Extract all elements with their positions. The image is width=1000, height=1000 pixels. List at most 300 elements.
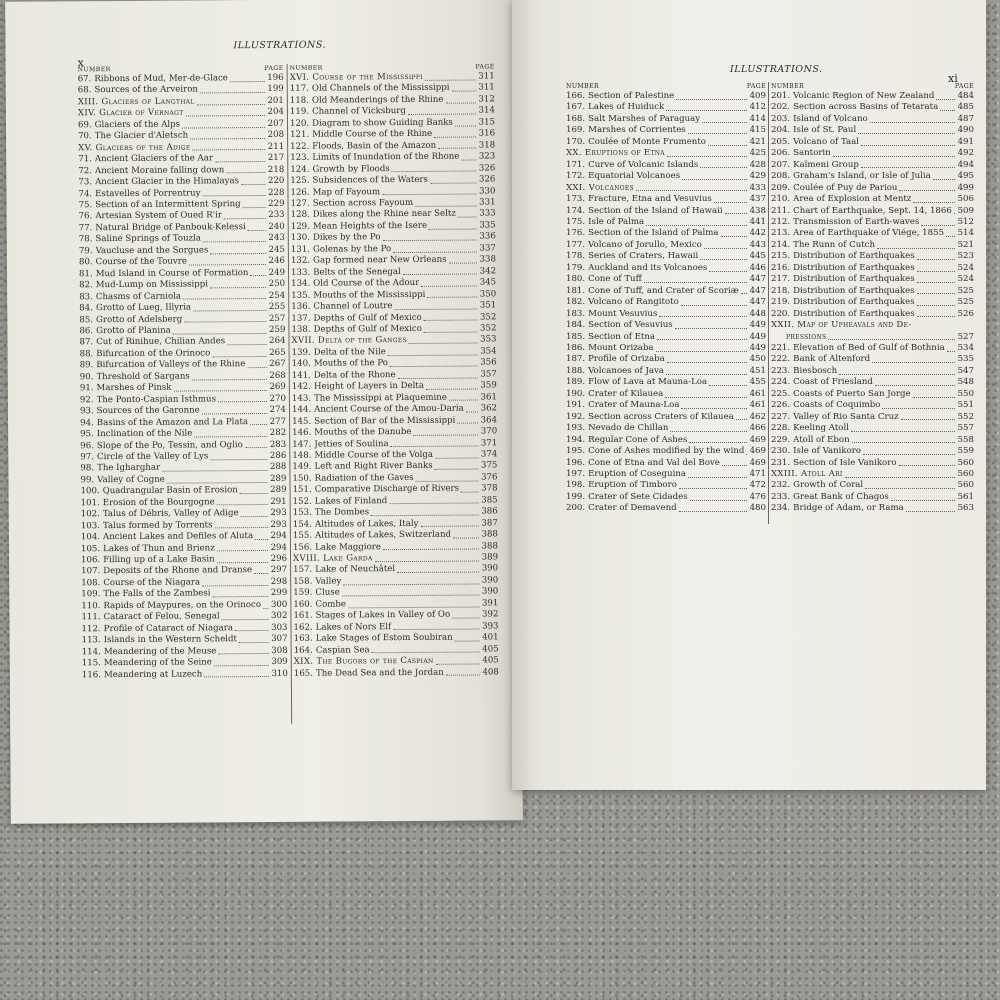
dot-leader — [390, 366, 478, 368]
entry-number: 202. — [771, 102, 791, 113]
figure-entry — [771, 137, 974, 148]
entry-page: 559 — [957, 446, 974, 457]
entry-number: 166. — [566, 91, 586, 101]
dot-leader — [424, 320, 478, 321]
entry-page: 336 — [479, 231, 496, 242]
entry-number: 83. — [79, 291, 93, 302]
entry-number: 106. — [81, 555, 101, 566]
entry-title: Middle Course of the Rhine — [312, 129, 433, 140]
entry-title: Great Bank of Chagos — [793, 491, 889, 502]
entry-number: 116. — [81, 669, 102, 680]
entry-title: Circle of the Valley of Lys — [96, 451, 209, 463]
entry-title: Keeling Atoll — [793, 423, 849, 434]
dot-leader — [863, 454, 955, 455]
entry-number: 218. — [771, 285, 791, 296]
entry-page: 425 — [749, 148, 766, 159]
figure-entry — [566, 435, 766, 446]
entry-number: 96. — [80, 440, 94, 451]
figure-entry — [566, 332, 766, 343]
entry-page: 288 — [269, 462, 287, 473]
dot-leader — [434, 136, 476, 137]
entry-number: 129. — [290, 221, 310, 232]
figure-entry — [771, 480, 974, 491]
entry-title: Meandering of the Seine — [103, 657, 212, 669]
figure-entry — [771, 503, 974, 514]
entry-title: Valley of Cogne — [97, 474, 165, 486]
entry-number: 215. — [771, 251, 791, 262]
entry-page: 354 — [480, 346, 497, 357]
entry-title: Volcano of Rangitoto — [588, 297, 679, 308]
entry-title: Delta of the Nile — [313, 347, 386, 358]
dot-leader — [203, 195, 266, 196]
entry-number: 205. — [771, 136, 791, 147]
entry-page: 499 — [957, 182, 974, 193]
dot-leader — [917, 282, 955, 283]
dot-leader — [746, 454, 747, 455]
entry-number: 179. — [566, 262, 586, 273]
dot-leader — [239, 642, 269, 643]
dot-leader — [217, 562, 268, 563]
figure-entry — [771, 217, 974, 228]
figure-entry — [566, 91, 766, 102]
entry-page: 560 — [957, 457, 974, 468]
entry-number: 139. — [291, 347, 311, 358]
entry-page: 257 — [268, 313, 286, 324]
entry-page: 524 — [957, 262, 974, 273]
entry-number: 104. — [80, 532, 101, 543]
entry-number: 130. — [290, 233, 310, 244]
entry-page: 469 — [749, 457, 766, 468]
entry-title: Altitudes of Lakes, Italy — [314, 518, 419, 530]
entry-page: 446 — [749, 262, 766, 273]
illustration-list — [566, 91, 766, 515]
illustration-list — [290, 71, 499, 679]
entry-number: 69. — [77, 120, 92, 131]
dot-leader — [839, 374, 955, 375]
entry-page: 282 — [269, 427, 287, 439]
dot-leader — [255, 539, 268, 540]
dot-leader — [202, 413, 267, 414]
entry-page: 299 — [270, 588, 288, 599]
dot-leader — [882, 408, 955, 409]
figure-entry — [771, 286, 974, 297]
entry-page: 229 — [268, 198, 285, 209]
dot-leader — [263, 608, 268, 609]
entry-page: 315 — [478, 117, 496, 128]
entry-number: 97. — [80, 452, 95, 463]
entry-title: Limits of Inundation of the Rhone — [312, 151, 460, 163]
entry-page: 512 — [957, 216, 974, 227]
entry-page: 374 — [480, 449, 498, 460]
entry-page: 551 — [957, 400, 974, 411]
entry-title: Delta of the Ganges — [317, 335, 408, 347]
dot-leader — [348, 606, 479, 608]
entry-page: 385 — [481, 495, 498, 506]
entry-number: 149. — [292, 462, 312, 473]
dot-leader — [230, 81, 265, 82]
figure-entry — [294, 667, 499, 680]
figure-entry — [566, 228, 766, 239]
entry-title: Lake of Neuchâtel — [315, 564, 396, 576]
entry-page: 351 — [479, 300, 497, 311]
entry-number: 75. — [78, 200, 93, 211]
dot-leader — [204, 676, 269, 677]
dot-leader — [245, 447, 267, 448]
entry-page: 246 — [268, 256, 285, 267]
entry-number: 225. — [771, 388, 791, 399]
dot-leader — [865, 488, 955, 489]
entry-number: 95. — [80, 429, 94, 440]
entry-title: Ancient Lakes and Defiles of Aluta — [102, 531, 254, 543]
entry-page: 391 — [481, 598, 499, 609]
entry-page: 476 — [749, 491, 766, 502]
entry-page: 277 — [269, 416, 287, 427]
entry-page: 451 — [749, 365, 766, 376]
dot-leader — [210, 459, 267, 460]
entry-title: Eruptions of Etna — [584, 148, 665, 159]
entry-number: 108. — [81, 578, 101, 589]
column-divider — [768, 82, 769, 524]
entry-title: Salt Marshes of Paraguay — [588, 113, 701, 124]
entry-page: 480 — [749, 503, 766, 514]
entry-number: 196. — [566, 457, 586, 468]
entry-number: 229. — [771, 434, 791, 445]
page-number: x — [77, 56, 84, 70]
entry-title: Section of Etna — [588, 331, 656, 342]
entry-number: 131. — [290, 244, 311, 255]
entry-page: 297 — [270, 565, 288, 576]
entry-page: 243 — [268, 233, 285, 244]
entry-number: XVIII. — [292, 553, 321, 564]
entry-title: Talus of Débris, Valley of Adige — [102, 508, 239, 520]
entry-title: Coasts of Puerto San Jorge — [793, 388, 911, 399]
entry-number: 195. — [566, 446, 586, 457]
entry-title: Glacier of Vernagt — [99, 107, 184, 119]
entry-page: 509 — [957, 205, 974, 216]
dot-leader — [226, 172, 265, 173]
entry-title: The Ponto-Caspian Isthmus — [96, 394, 217, 405]
figure-entry — [771, 240, 974, 251]
entry-title: Marshes of Pinsk — [96, 382, 172, 394]
entry-title: Islands in the Western Scheldt — [103, 634, 238, 646]
entry-number: 190. — [566, 388, 586, 399]
figure-entry — [771, 412, 974, 423]
entry-title: Lakes of Huiduck — [588, 102, 665, 113]
illustrations-column — [290, 62, 499, 679]
dot-leader — [947, 351, 955, 352]
entry-title: Distribution of Earthquakes — [793, 308, 915, 319]
entry-page: 362 — [480, 403, 498, 414]
dot-leader — [438, 148, 476, 149]
entry-number: 186. — [566, 342, 586, 353]
entry-title: Sources of the Garonne — [96, 405, 200, 417]
entry-title: Coasts of Coquimbo — [793, 400, 881, 411]
entry-page: 359 — [480, 380, 497, 391]
entry-number: 178. — [566, 251, 586, 262]
entry-title: Slope of the Po, Tessin, and Oglio — [96, 439, 243, 451]
dot-leader — [424, 331, 478, 332]
entry-title: Gap formed near New Orleans — [313, 254, 447, 266]
dot-leader — [215, 161, 265, 162]
entry-title: Lakes of Nors Elf — [315, 621, 392, 633]
figure-entry — [771, 125, 974, 136]
entry-title: Biesbosch — [793, 365, 838, 376]
dot-leader — [852, 442, 955, 443]
dot-leader — [690, 500, 747, 501]
number-header: NUMBER — [566, 83, 600, 90]
dot-leader — [202, 585, 268, 586]
entry-page: 525 — [957, 297, 974, 308]
entry-title: Cut of Rinihue, Chilian Andes — [96, 336, 226, 348]
figure-entry — [566, 354, 766, 365]
entry-title: Saline Springs of Touzla — [95, 233, 202, 245]
entry-page: 208 — [267, 130, 285, 141]
entry-page: 525 — [957, 285, 974, 296]
entry-title: Cone of Tuff — [588, 274, 642, 285]
entry-page: 491 — [957, 136, 974, 147]
dot-leader — [421, 285, 477, 286]
right-page — [512, 0, 986, 790]
entry-page: 196 — [267, 72, 284, 83]
entry-number: 76. — [78, 211, 93, 222]
running-title: ILLUSTRATIONS. — [233, 39, 327, 52]
entry-page: 255 — [268, 301, 286, 313]
entry-page: 447 — [749, 274, 766, 285]
entry-number: 213. — [771, 228, 791, 239]
entry-title: Chasms of Carniola — [95, 291, 182, 302]
dot-leader — [248, 230, 266, 231]
entry-page: 314 — [478, 105, 495, 116]
dot-leader — [466, 411, 478, 412]
column-header — [566, 82, 766, 91]
figure-entry — [771, 377, 974, 388]
entry-page: 199 — [267, 84, 284, 95]
entry-title: Dikes along the Rhine near Seltz — [312, 209, 456, 221]
entry-number: 70. — [78, 131, 92, 142]
entry-number: 183. — [566, 308, 586, 319]
entry-title: Mouths of the Po — [313, 358, 388, 369]
dot-leader — [461, 492, 479, 493]
dot-leader — [636, 190, 747, 191]
entry-number: 209. — [771, 182, 791, 193]
figure-entry — [566, 137, 766, 148]
figure-entry — [771, 194, 974, 205]
entry-number: 123. — [290, 152, 310, 163]
entry-title: Mouths of the Mississippi — [313, 289, 426, 301]
entry-number: 125. — [290, 175, 310, 186]
illustrations-column — [566, 82, 766, 515]
entry-number: 90. — [79, 371, 94, 383]
entry-number: 112. — [81, 623, 101, 635]
entry-number: 181. — [566, 285, 586, 296]
entry-title: Kaïmeni Group — [793, 159, 859, 170]
dot-leader — [247, 367, 266, 368]
dot-leader — [193, 310, 266, 312]
entry-page: 333 — [479, 208, 496, 219]
entry-page: 387 — [481, 518, 498, 529]
figure-entry — [771, 458, 974, 469]
entry-page: 293 — [270, 508, 287, 519]
entry-number: 160. — [293, 599, 313, 610]
entry-page: 289 — [270, 485, 287, 496]
entry-page: 438 — [749, 205, 766, 216]
figure-entry — [771, 160, 974, 171]
dot-leader — [851, 431, 955, 432]
entry-title: Section of the Island of Palma — [588, 228, 719, 239]
figure-entry — [566, 446, 766, 457]
entry-number: 92. — [79, 394, 94, 405]
entry-page: 268 — [269, 370, 286, 381]
entry-page: 449 — [749, 342, 766, 353]
dot-leader — [666, 374, 747, 375]
figure-entry — [566, 263, 766, 274]
figure-entry — [771, 263, 974, 274]
dot-leader — [375, 560, 479, 562]
entry-number: 135. — [291, 290, 311, 301]
figure-entry — [771, 91, 974, 102]
entry-number: 67. — [77, 74, 92, 85]
entry-page: 371 — [480, 437, 498, 448]
entry-title: Section of Bar of the Mississippi — [314, 415, 456, 427]
entry-number: 72. — [78, 165, 93, 176]
dot-leader — [954, 213, 955, 214]
entry-page: 302 — [270, 611, 288, 622]
dot-leader — [679, 488, 747, 489]
entry-title: Section across Fayoum — [312, 197, 414, 209]
entry-number: 137. — [291, 313, 311, 324]
dot-leader — [426, 388, 478, 389]
entry-title: Santorin — [793, 148, 831, 159]
entry-title: Ancient Moraine falling down — [94, 164, 225, 176]
dot-leader — [899, 465, 955, 466]
entry-number: 189. — [566, 377, 586, 388]
entry-page: 405 — [482, 655, 499, 666]
dot-leader — [254, 573, 268, 574]
entry-number: 203. — [771, 113, 791, 124]
entry-number: 98. — [80, 463, 95, 474]
dot-leader — [913, 397, 955, 398]
figure-entry — [566, 309, 766, 320]
entry-title: The Igharghar — [97, 463, 161, 474]
entry-page: 401 — [482, 632, 499, 643]
dot-leader — [702, 122, 747, 123]
entry-page: 204 — [267, 107, 284, 118]
dot-leader — [917, 316, 955, 317]
plate-entry — [771, 332, 974, 343]
dot-leader — [667, 362, 747, 363]
figure-entry — [771, 366, 974, 377]
dot-leader — [899, 190, 955, 191]
entry-number: 207. — [771, 159, 791, 170]
dot-leader — [861, 167, 955, 168]
entry-number: 81. — [79, 268, 93, 279]
entry-page: 560 — [957, 480, 974, 491]
entry-page: 524 — [957, 274, 974, 285]
entry-number: 114. — [81, 646, 101, 657]
entry-title: Ancient Course of the Amou-Daria — [314, 403, 464, 415]
entry-title: The Glacier d'Aletsch — [94, 130, 189, 142]
entry-title: Cone of Ashes modified by the wind — [588, 446, 745, 457]
figure-entry — [566, 194, 766, 205]
entry-title: Chart of Earthquake, Sept. 14, 1866 — [793, 205, 952, 216]
entry-number: 219. — [771, 297, 791, 308]
entry-page: 326 — [478, 163, 496, 174]
entry-page: 547 — [957, 365, 974, 376]
page-header: PAGE — [264, 64, 284, 72]
dot-leader — [427, 297, 477, 298]
entry-title: Lake Stages of Estom Soubiran — [315, 632, 453, 644]
dot-leader — [676, 99, 747, 100]
entry-title: Ribbons of Mud, Mer-de-Glace — [94, 73, 228, 85]
dot-leader — [917, 259, 955, 260]
dot-leader — [689, 442, 747, 443]
entry-page: 352 — [479, 311, 497, 323]
plate-entry — [771, 469, 974, 480]
entry-number: 99. — [80, 475, 95, 486]
entry-number: 171. — [566, 159, 586, 170]
entry-page: 535 — [957, 354, 974, 365]
entry-page: 414 — [749, 113, 766, 124]
dot-leader — [241, 516, 268, 517]
entry-page: 259 — [268, 324, 286, 335]
entry-number: 234. — [771, 503, 791, 514]
dot-leader — [877, 248, 955, 249]
entry-page: 484 — [957, 91, 974, 101]
dot-leader — [403, 274, 477, 276]
entry-page: 245 — [268, 244, 285, 255]
entry-title: Distribution of Earthquakes — [793, 251, 915, 262]
figure-entry — [771, 228, 974, 239]
dot-leader — [429, 228, 477, 229]
entry-title: Filling up of a Lake Basin — [103, 554, 215, 566]
entry-page: 267 — [269, 359, 286, 370]
page-header: PAGE — [475, 63, 495, 71]
figure-entry — [771, 183, 974, 194]
entry-number: 102. — [80, 509, 100, 520]
entry-page: 449 — [749, 331, 766, 342]
entry-number: 167. — [566, 102, 586, 113]
entry-page: 534 — [957, 342, 974, 353]
dot-leader — [449, 262, 477, 263]
entry-number: XVI. — [289, 72, 310, 83]
figure-entry — [566, 297, 766, 308]
entry-number: 133. — [290, 267, 311, 278]
dot-leader — [741, 293, 747, 294]
dot-leader — [901, 419, 955, 420]
entry-number: 182. — [566, 297, 586, 308]
entry-title: Glaciers of Langthal — [101, 96, 195, 108]
entry-page: 393 — [482, 621, 499, 632]
entry-title: Radiation of the Gaves — [314, 472, 414, 484]
dot-leader — [656, 351, 747, 352]
entry-title: Section of Isle Vanikoro — [793, 457, 897, 468]
figure-entry — [566, 366, 766, 377]
figure-entry — [771, 297, 974, 308]
entry-number: 208. — [771, 171, 791, 182]
entry-title: Left and Right River Banks — [314, 461, 433, 473]
entry-number: 74. — [78, 188, 93, 199]
dot-leader — [940, 110, 955, 111]
page-header: PAGE — [746, 83, 766, 90]
entry-title: Section of Vesuvius — [588, 320, 673, 331]
entry-number: 168. — [566, 113, 586, 124]
entry-page: 455 — [749, 377, 766, 388]
dot-leader — [435, 469, 479, 470]
figure-entry — [566, 125, 766, 136]
entry-page: 447 — [749, 285, 766, 296]
entry-title: Volcano of Jorullo, Mexico — [588, 239, 702, 250]
figure-entry — [566, 160, 766, 171]
